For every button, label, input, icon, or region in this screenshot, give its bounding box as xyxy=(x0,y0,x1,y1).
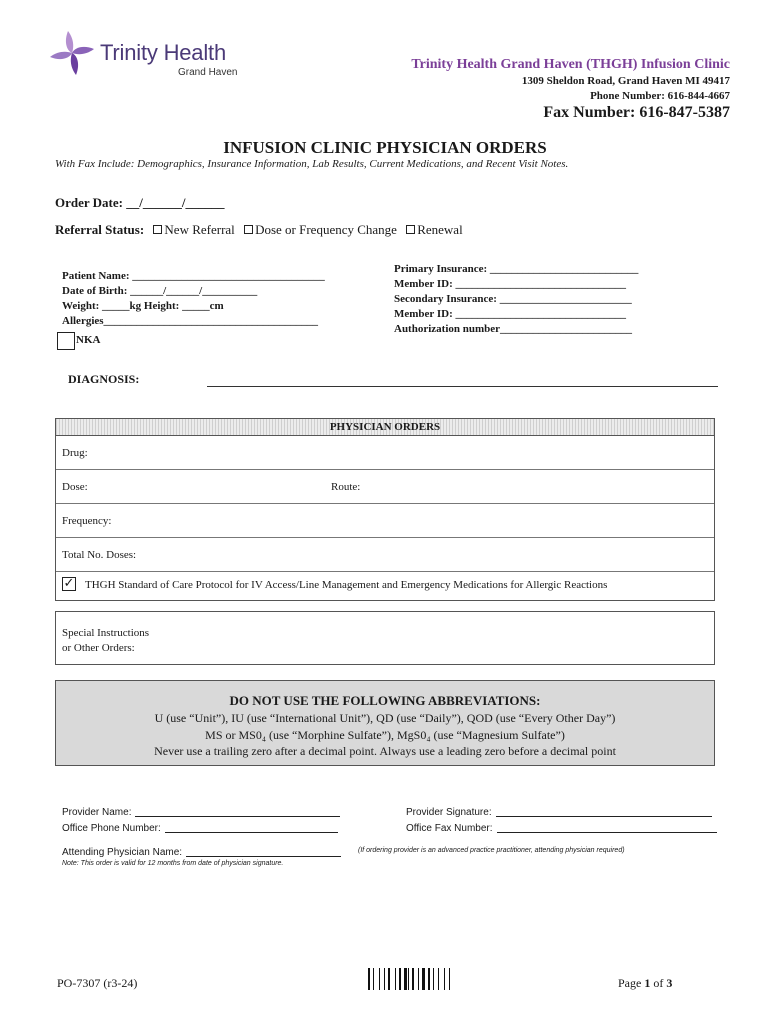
logo-subtitle: Grand Haven xyxy=(178,67,238,78)
attending-physician-field[interactable] xyxy=(186,846,341,857)
barcode-bar xyxy=(422,968,425,990)
renewal-label: Renewal xyxy=(417,222,463,237)
new-referral-label: New Referral xyxy=(164,222,235,237)
provider-signature-field[interactable] xyxy=(496,806,712,817)
diagnosis-label: DIAGNOSIS: xyxy=(68,372,140,386)
protocol-checkbox[interactable]: ✓ xyxy=(63,576,75,591)
page-total: 3 xyxy=(666,976,673,990)
primary-insurance-field[interactable]: Primary Insurance: ___________________________ xyxy=(394,263,639,275)
dose-change-label: Dose or Frequency Change xyxy=(255,222,397,237)
attending-physician-note: (If ordering provider is an advanced practice practitioner, attending physician required) xyxy=(358,847,625,854)
barcode-bar xyxy=(438,968,439,990)
page-of: of xyxy=(650,976,667,990)
special-instructions-label: Special Instructions xyxy=(62,627,150,639)
abbreviations-line-3: Never use a trailing zero after a decimal point. Always use a leading zero before a decimal point xyxy=(154,744,616,758)
weight-height-field[interactable]: Weight: _____kg Height: _____cm xyxy=(62,300,224,312)
clinic-fax: Fax Number: 616-847-5387 xyxy=(543,104,730,121)
provider-signature-label: Provider Signature: xyxy=(406,807,492,818)
date-of-birth-field[interactable]: Date of Birth: ______/______/__________ xyxy=(62,285,258,297)
total-doses-label: Total No. Doses: xyxy=(62,549,137,561)
office-fax-field[interactable] xyxy=(497,822,717,833)
order-validity-note: Note: This order is valid for 12 months from date of physician signature. xyxy=(62,860,284,867)
dose-change-checkbox[interactable] xyxy=(244,225,253,234)
office-phone-field[interactable] xyxy=(165,822,338,833)
abbreviations-warning-box xyxy=(55,680,715,766)
office-fax-row xyxy=(406,822,717,834)
barcode-bar xyxy=(418,968,419,990)
office-phone-row xyxy=(62,822,338,834)
office-phone-label: Office Phone Number: xyxy=(62,823,161,834)
nka-label: NKA xyxy=(76,334,101,346)
renewal-checkbox[interactable] xyxy=(406,225,415,234)
abbreviations-line-2: MS or MS0₄ (use “Morphine Sulfate”), MgS0₄ (use “Magnesium Sulfate”) xyxy=(205,728,565,742)
secondary-member-id-field[interactable]: Member ID: _______________________________ xyxy=(394,308,626,320)
barcode-bar xyxy=(433,968,434,990)
barcode-bar xyxy=(379,968,380,990)
form-number: PO-7307 (r3-24) xyxy=(57,976,138,990)
abbreviations-line-1: U (use “Unit”), IU (use “International Unit”), QD (use “Daily”), QOD (use “Every Other Day”) xyxy=(154,711,616,725)
clinic-address: 1309 Sheldon Road, Grand Haven MI 49417 xyxy=(521,75,730,87)
provider-name-field[interactable] xyxy=(135,806,340,817)
frequency-label: Frequency: xyxy=(62,515,112,527)
barcode-bar xyxy=(449,968,450,990)
barcode-bar xyxy=(404,968,407,990)
drug-label: Drug: xyxy=(62,447,88,459)
referral-status-row xyxy=(55,222,463,238)
frequency-row[interactable] xyxy=(56,504,714,538)
other-orders-label: or Other Orders: xyxy=(62,642,135,654)
barcode-bar xyxy=(428,968,430,990)
barcode-bar xyxy=(395,968,396,990)
barcode-bar xyxy=(373,968,374,990)
dose-route-row[interactable] xyxy=(56,470,714,504)
barcode-icon xyxy=(368,968,464,990)
new-referral-checkbox[interactable] xyxy=(153,225,162,234)
drug-row[interactable] xyxy=(56,436,714,470)
nka-checkbox[interactable] xyxy=(57,332,75,350)
protocol-row xyxy=(56,572,714,600)
page-prefix: Page xyxy=(618,976,645,990)
special-instructions-field[interactable] xyxy=(55,611,715,665)
page-current: 1 xyxy=(644,976,651,990)
clinic-phone: Phone Number: 616-844-4667 xyxy=(590,90,730,102)
order-date-field[interactable]: Order Date: __/______/______ xyxy=(55,195,225,210)
barcode-bar xyxy=(412,968,414,990)
abbreviations-title: DO NOT USE THE FOLLOWING ABBREVIATIONS: xyxy=(229,693,541,708)
dose-label: Dose: xyxy=(62,481,88,493)
barcode-bar xyxy=(408,968,409,990)
secondary-insurance-field[interactable]: Secondary Insurance: ________________________ xyxy=(394,293,632,305)
diagnosis-field[interactable] xyxy=(207,386,718,387)
barcode-bar xyxy=(368,968,370,990)
barcode-bar xyxy=(444,968,445,990)
fax-instructions: With Fax Include: Demographics, Insurance Information, Lab Results, Current Medications, and Recent Visit Notes. xyxy=(55,158,569,170)
referral-status-label: Referral Status: xyxy=(55,222,145,237)
provider-name-label: Provider Name: xyxy=(62,807,132,818)
provider-signature-row xyxy=(406,806,712,818)
allergies-field[interactable]: Allergies_______________________________________ xyxy=(62,315,319,327)
route-label: Route: xyxy=(331,481,361,493)
office-fax-label: Office Fax Number: xyxy=(406,823,493,834)
clinic-name: Trinity Health Grand Haven (THGH) Infusion Clinic xyxy=(411,57,730,72)
barcode-bar xyxy=(388,968,390,990)
physician-orders-header: PHYSICIAN ORDERS xyxy=(56,419,714,436)
page-indicator xyxy=(618,976,672,991)
authorization-number-field[interactable]: Authorization number________________________ xyxy=(394,323,633,335)
attending-physician-row xyxy=(62,846,341,858)
form-title: INFUSION CLINIC PHYSICIAN ORDERS xyxy=(223,138,547,157)
provider-name-row xyxy=(62,806,340,818)
physician-orders-table xyxy=(55,418,715,601)
barcode-bar xyxy=(399,968,401,990)
patient-name-field[interactable]: Patient Name: ___________________________________ xyxy=(62,270,325,282)
protocol-label: THGH Standard of Care Protocol for IV Access/Line Management and Emergency Medications for Allergic Reactions xyxy=(85,579,608,591)
attending-physician-label: Attending Physician Name: xyxy=(62,847,183,858)
total-doses-row[interactable] xyxy=(56,538,714,572)
logo-name: Trinity Health xyxy=(100,40,226,65)
barcode-bar xyxy=(384,968,385,990)
primary-member-id-field[interactable]: Member ID: _______________________________ xyxy=(394,278,626,290)
